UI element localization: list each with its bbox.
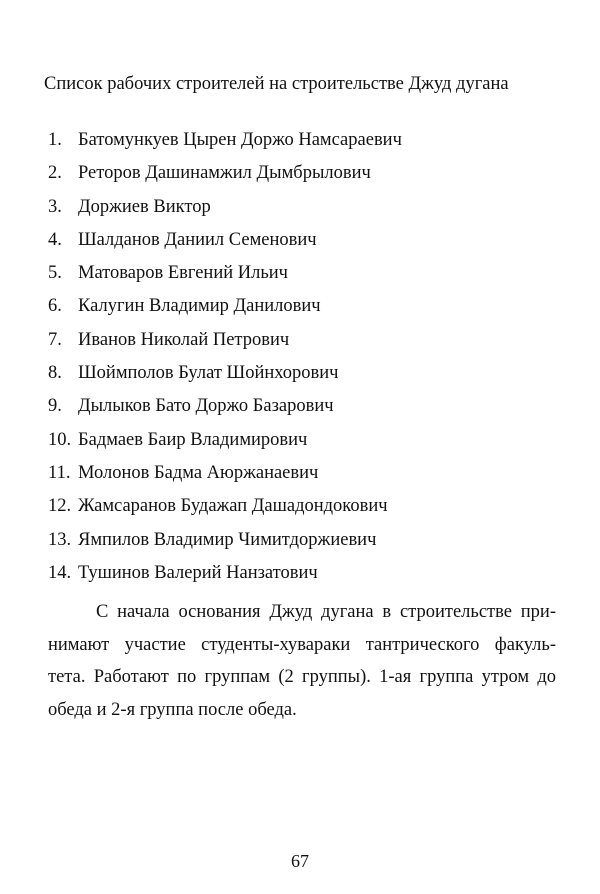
item-number: 13.	[48, 529, 72, 550]
worker-name: Калугин Владимир Данилович	[78, 296, 321, 317]
worker-name: Молонов Бадма Аюржанаевич	[78, 462, 319, 483]
item-number: 12.	[48, 496, 72, 517]
list-item	[48, 428, 568, 461]
list-item	[48, 228, 568, 261]
list-item	[48, 161, 568, 194]
item-number: 11.	[48, 462, 71, 483]
list-item	[48, 494, 568, 527]
worker-name: Доржиев Виктор	[78, 196, 211, 217]
worker-name: Тушинов Валерий Нанзатович	[78, 562, 318, 583]
worker-name: Бадмаев Баир Владимирович	[78, 429, 308, 450]
list-item	[48, 328, 568, 361]
paragraph-line: нимают участие студенты-хувараки тантрического факуль-	[48, 634, 556, 655]
worker-name: Шоймполов Булат Шойнхорович	[78, 363, 339, 384]
item-number: 9.	[48, 396, 62, 417]
item-number: 8.	[48, 363, 62, 384]
list-item	[48, 261, 568, 294]
worker-name: Шалданов Даниил Семенович	[78, 229, 317, 250]
item-number: 14.	[48, 562, 72, 583]
page-number: 67	[291, 851, 309, 871]
item-number: 3.	[48, 196, 62, 217]
item-number: 4.	[48, 229, 62, 250]
paragraph-line: С начала основания Джуд дугана в строительстве при-	[96, 602, 556, 622]
worker-name: Реторов Дашинамжил Дымбрылович	[78, 163, 371, 184]
worker-name: Жамсаранов Будажап Дашадондокович	[78, 496, 388, 517]
item-number: 5.	[48, 263, 62, 284]
body-paragraph	[48, 596, 556, 726]
list-item	[48, 128, 568, 161]
item-number: 1.	[48, 130, 62, 150]
list-item	[48, 294, 568, 327]
worker-name: Батомункуев Цырен Доржо Намсараевич	[78, 130, 402, 150]
worker-name: Матоваров Евгений Ильич	[78, 263, 288, 284]
paragraph-line: тета. Работают по группам (2 группы). 1-ая группа утром до	[48, 667, 556, 687]
item-number: 7.	[48, 329, 62, 350]
list-item	[48, 461, 568, 494]
list-title: Список рабочих строителей на строительстве Джуд дугана	[44, 74, 509, 94]
worker-name: Дылыков Бато Доржо Базарович	[78, 396, 334, 417]
list-item	[48, 561, 568, 594]
list-item	[48, 195, 568, 228]
list-item	[48, 361, 568, 394]
paragraph-line: обеда и 2-я группа после обеда.	[48, 699, 297, 720]
item-number: 2.	[48, 163, 62, 184]
item-number: 10.	[48, 429, 72, 450]
list-item	[48, 528, 568, 561]
list-item	[48, 394, 568, 427]
worker-name: Ямпилов Владимир Чимитдоржиевич	[78, 529, 377, 550]
workers-list	[48, 128, 568, 594]
worker-name: Иванов Николай Петрович	[78, 329, 290, 350]
item-number: 6.	[48, 296, 62, 317]
